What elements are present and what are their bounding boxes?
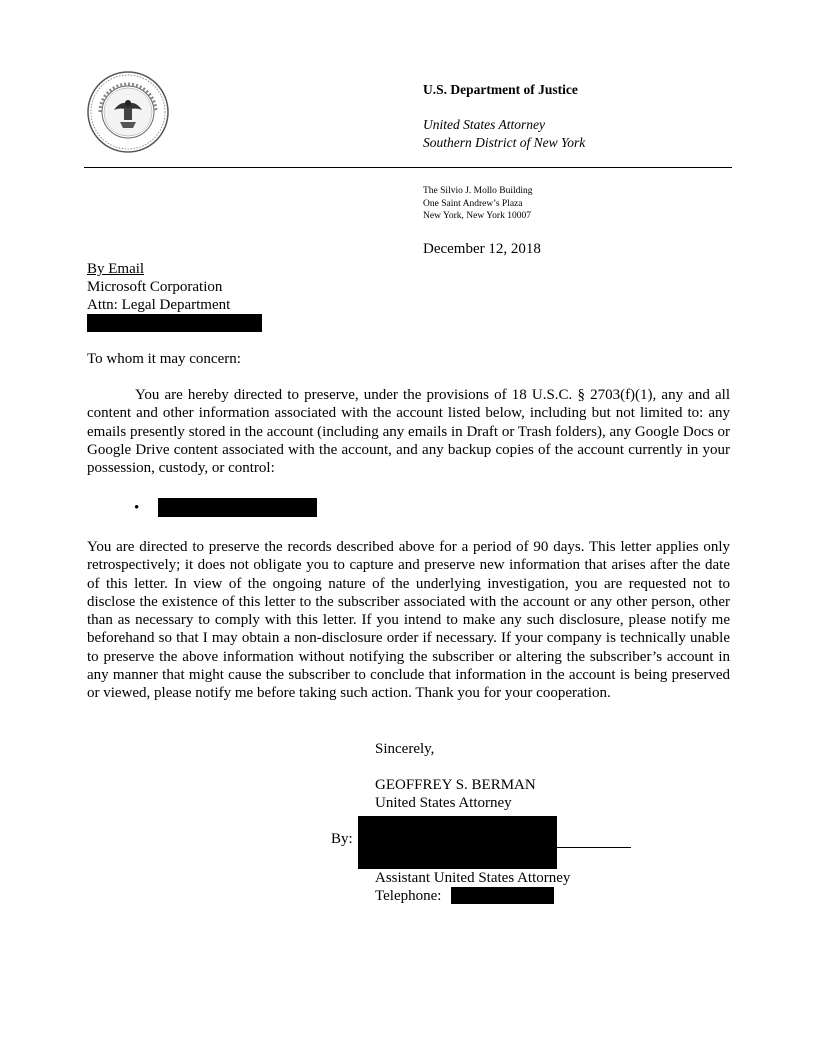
signatory-title: United States Attorney bbox=[375, 795, 512, 811]
recipient-attention: Attn: Legal Department bbox=[87, 297, 231, 313]
address-line-1: The Silvio J. Mollo Building bbox=[423, 186, 533, 196]
department-name: U.S. Department of Justice bbox=[423, 82, 578, 97]
redacted-account-identifier bbox=[158, 498, 317, 517]
telephone-label: Telephone: bbox=[375, 888, 442, 904]
office-line-1: United States Attorney bbox=[423, 117, 545, 132]
recipient-name: Microsoft Corporation bbox=[87, 279, 223, 295]
by-label: By: bbox=[331, 831, 353, 847]
paragraph-preservation-directive: You are hereby directed to preserve, under the provisions of 18 U.S.C. § 2703(f)(1), any and all content and other information associated with the account listed below, including but not limited to: any emails presently stored in the account (including any emails in Draft or Trash folders), any Google Docs or Google Drive content associated with the account, and any backup copies of the account currently in your possession, custody, or control: bbox=[87, 387, 730, 477]
office-line-2: Southern District of New York bbox=[423, 135, 586, 150]
redacted-signature bbox=[358, 816, 557, 869]
signature-line bbox=[557, 847, 631, 848]
letter-date: December 12, 2018 bbox=[423, 241, 541, 257]
recipient-block bbox=[87, 260, 230, 314]
greeting: To whom it may concern: bbox=[87, 351, 241, 367]
signatory-block bbox=[375, 776, 536, 812]
signatory-name: GEOFFREY S. BERMAN bbox=[375, 777, 536, 793]
header-divider bbox=[84, 167, 732, 168]
account-bullet: • bbox=[134, 500, 140, 516]
office-address bbox=[423, 185, 533, 223]
assistant-title: Assistant United States Attorney bbox=[375, 870, 571, 886]
redacted-recipient-email bbox=[87, 314, 262, 332]
address-line-2: One Saint Andrew’s Plaza bbox=[423, 198, 523, 209]
paragraph-terms: You are directed to preserve the records described above for a period of 90 days. This letter applies only retrospectively; it does not obligate you to capture and preserve new information that arises after the date of this letter. In view of the ongoing nature of the underlying investigation, you are requested not to disclose the existence of this letter to the subscriber associated with the account or any other person, other than as necessary to comply with this letter. If you intend to make any such disclosure, please notify me beforehand so that I may obtain a non-disclosure order if necessary. If your company is technically unable to preserve the above information without notifying the subscriber or altering the subscriber’s account in any manner that might cause the subscriber to conclude that information in the account is being preserved or viewed, please notify me before taking such action. Thank you for your cooperation. bbox=[87, 539, 730, 702]
address-line-3: New York, New York 10007 bbox=[423, 211, 531, 221]
office-title bbox=[423, 116, 585, 152]
doj-seal-icon bbox=[86, 70, 170, 154]
redacted-telephone bbox=[451, 887, 554, 904]
delivery-method: By Email bbox=[87, 261, 145, 277]
closing: Sincerely, bbox=[375, 741, 435, 757]
